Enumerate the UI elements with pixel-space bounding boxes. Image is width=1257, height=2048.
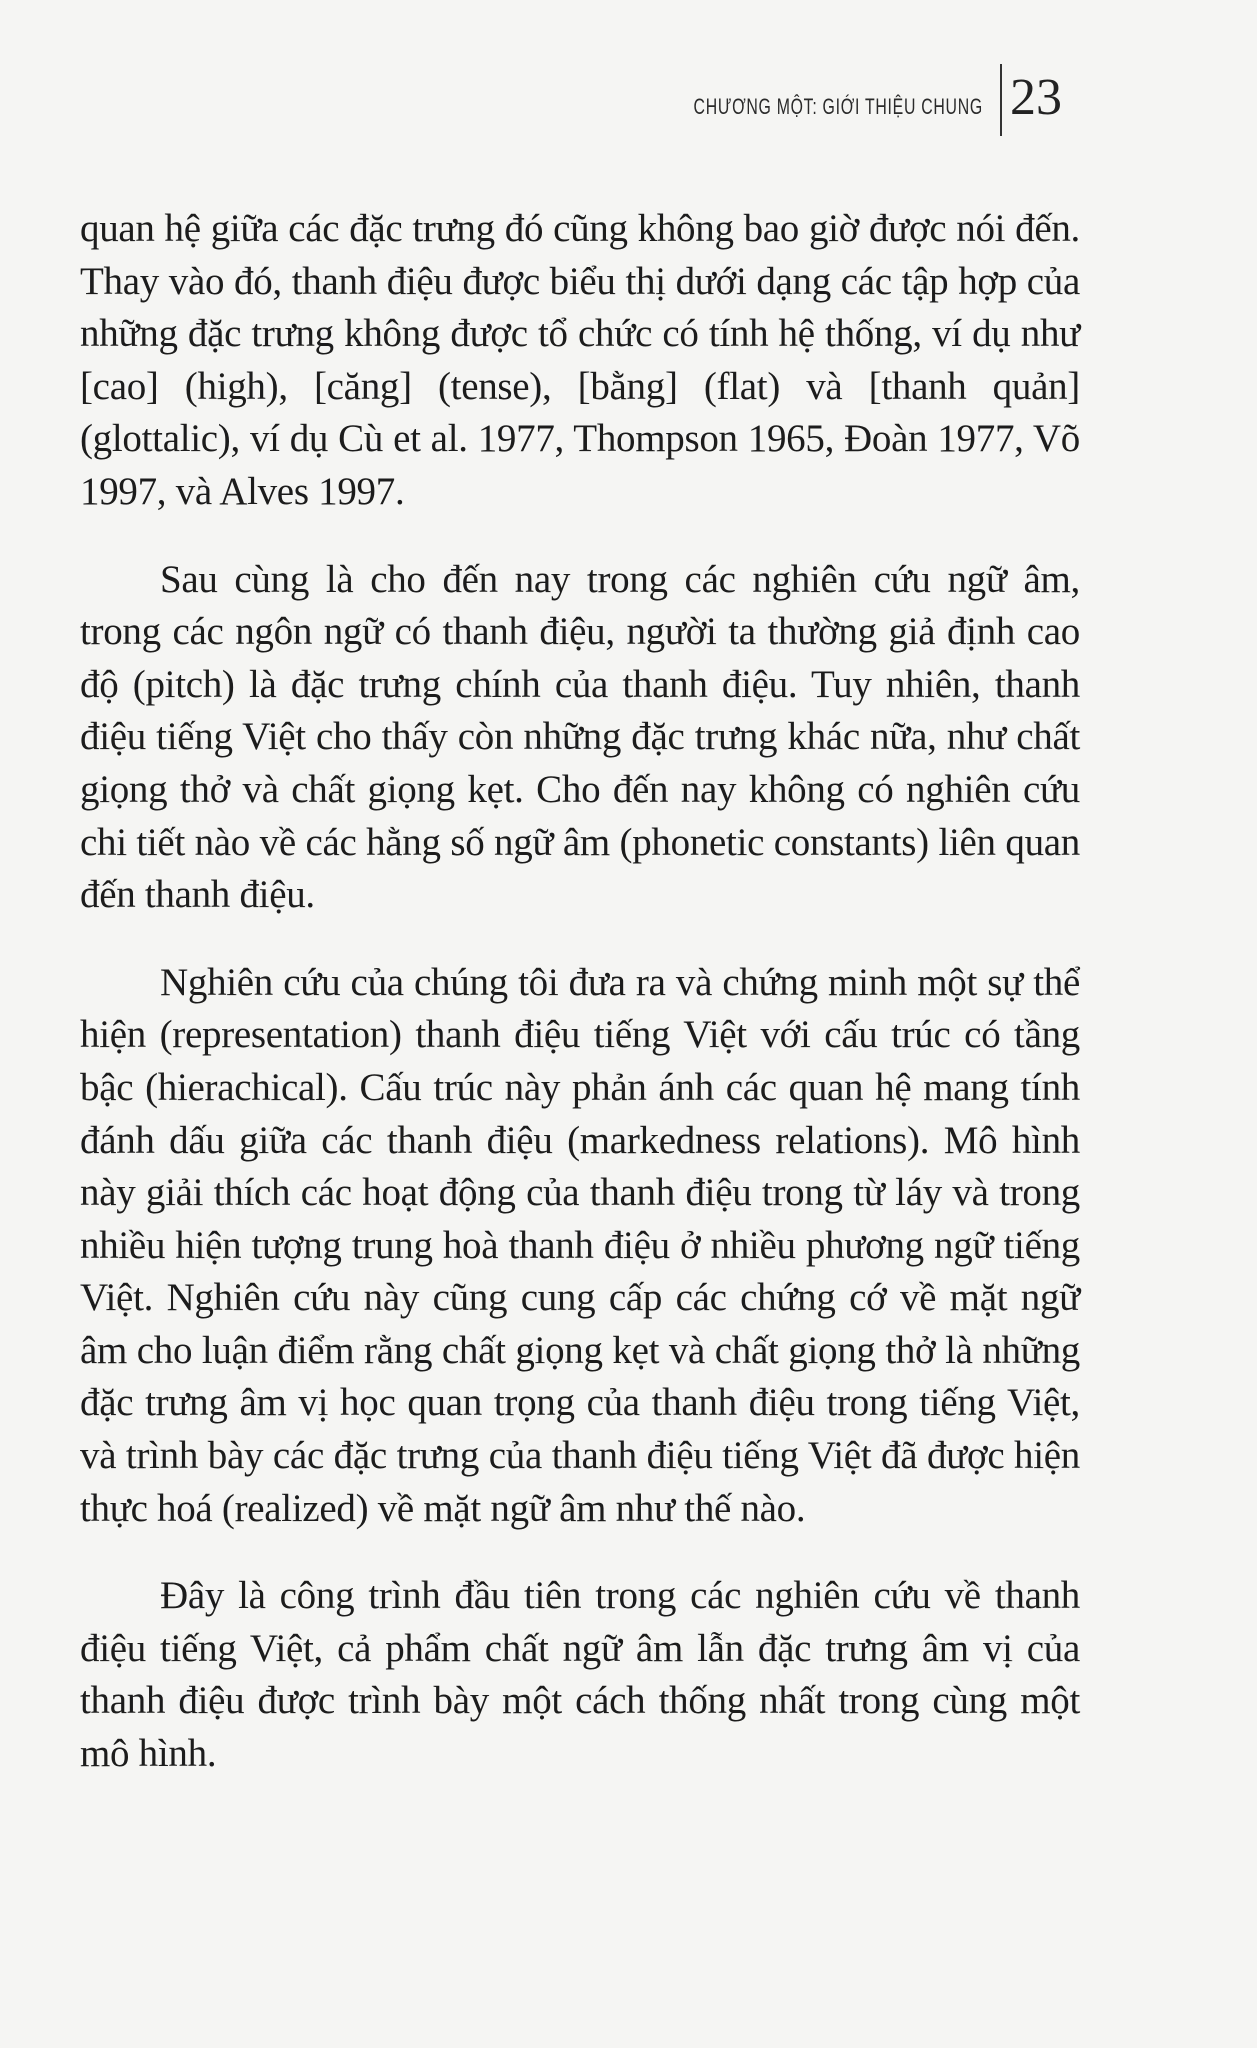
page-number: 23	[1010, 69, 1062, 126]
paragraph: Sau cùng là cho đến nay trong các nghiên cứu ngữ âm, trong các ngôn ngữ có thanh điệu, người ta thường giả định cao độ (pitch) là đặc trưng chính của thanh điệu. Tuy nhiên, thanh điệu tiếng Việt cho thấy còn những đặc trưng khác nữa, như chất giọng thở và chất giọng kẹt. Cho đến nay không có nghiên cứu chi tiết nào về các hằng số ngữ âm (phonetic constants) liên quan đến thanh điệu.	[80, 557, 1080, 917]
chapter-title: CHƯƠNG MỘT: GIỚI THIỆU CHUNG	[693, 94, 983, 119]
body-text	[80, 203, 1080, 1816]
paragraph: Đây là công trình đầu tiên trong các nghiên cứu về thanh điệu tiếng Việt, cả phẩm chất ngữ âm lẫn đặc trưng âm vị của thanh điệu được trình bày một cách thống nhất trong cùng một mô hình.	[80, 1574, 1080, 1776]
running-header	[560, 64, 1080, 144]
paragraph-continuation: quan hệ giữa các đặc trưng đó cũng không bao giờ được nói đến. Thay vào đó, thanh điệu được biểu thị dưới dạng các tập hợp của những đặc trưng không được tổ chức có tính hệ thống, ví dụ như [cao] (high), [căng] (tense), [bằng] (flat) và [thanh quản] (glottalic), ví dụ Cù et al. 1977, Thompson 1965, Đoàn 1977, Võ 1997, và Alves 1997.	[80, 207, 1080, 513]
paragraph: Nghiên cứu của chúng tôi đưa ra và chứng minh một sự thể hiện (representation) thanh điệu tiếng Việt với cấu trúc có tầng bậc (hierachical). Cấu trúc này phản ánh các quan hệ mang tính đánh dấu giữa các thanh điệu (markedness relations). Mô hình này giải thích các hoạt động của thanh điệu trong từ láy và trong nhiều hiện tượng trung hoà thanh điệu ở nhiều phương ngữ tiếng Việt. Nghiên cứu này cũng cung cấp các chứng cớ về mặt ngữ âm cho luận điểm rằng chất giọng kẹt và chất giọng thở là những đặc trưng âm vị học quan trọng của thanh điệu trong tiếng Việt, và trình bày các đặc trưng của thanh điệu tiếng Việt đã được hiện thực hoá (realized) về mặt ngữ âm như thế nào.	[80, 960, 1080, 1530]
header-divider	[1000, 64, 1002, 136]
